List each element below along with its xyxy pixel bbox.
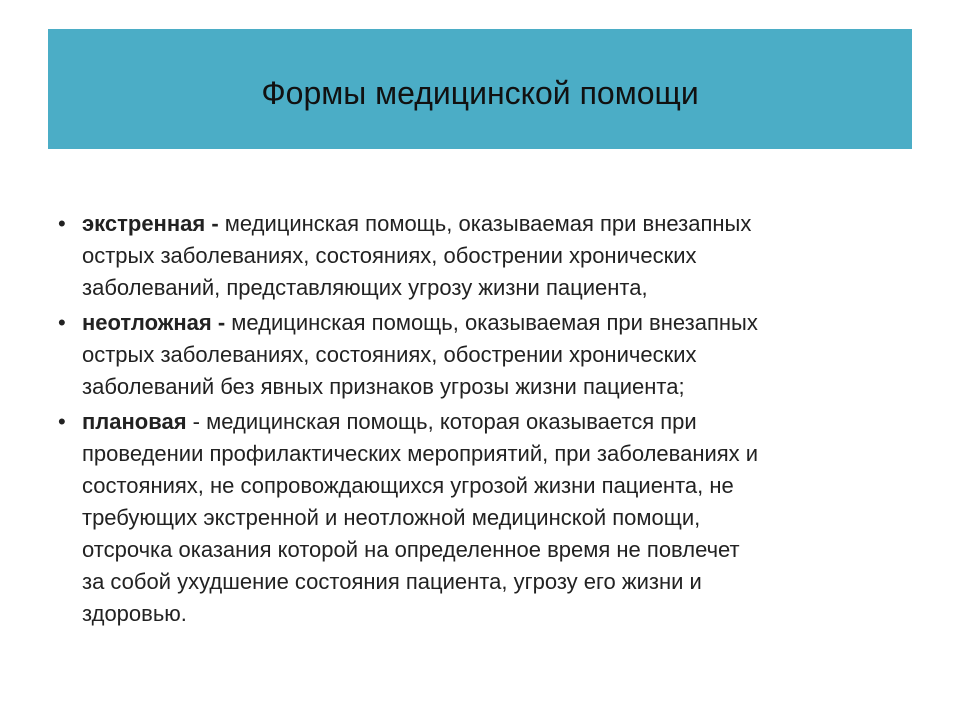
- bullet-icon: •: [58, 211, 66, 236]
- definition-line: острых заболеваниях, состояниях, обострении хронических: [82, 342, 697, 367]
- definition-line: за собой ухудшение состояния пациента, угрозу его жизни и: [82, 569, 702, 594]
- bullet-icon: •: [58, 409, 66, 434]
- definition-line: состояниях, не сопровождающихся угрозой жизни пациента, не: [82, 473, 734, 498]
- definition-line: медицинская помощь, оказываемая при внезапных: [224, 211, 752, 236]
- definition-line: отсрочка оказания которой на определенное время не повлечет: [82, 537, 740, 562]
- definition-line: медицинская помощь, оказываемая при внезапных: [231, 310, 758, 335]
- term-separator: -: [186, 409, 207, 434]
- term-separator: -: [205, 211, 225, 236]
- term-label: плановая: [82, 409, 187, 434]
- definition-line: заболеваний без явных признаков угрозы жизни пациента;: [82, 374, 685, 399]
- list-item-urgent: [58, 307, 908, 403]
- term-label: неотложная: [82, 310, 212, 335]
- bullet-icon: •: [58, 310, 66, 335]
- title-bar: [48, 29, 912, 149]
- definition-line: медицинская помощь, которая оказывается при: [206, 409, 697, 434]
- term-separator: -: [211, 310, 232, 335]
- definition-line: проведении профилактических мероприятий, при заболеваниях и: [82, 441, 759, 466]
- definition-line: заболеваний, представляющих угрозу жизни пациента,: [82, 275, 648, 300]
- bullet-list: [58, 208, 908, 633]
- definition-line: требующих экстренной и неотложной медицинской помощи,: [82, 505, 701, 530]
- list-item-emergency: [58, 208, 908, 304]
- list-item-planned: [58, 406, 908, 630]
- definition-line: острых заболеваниях, состояниях, обострении хронических: [82, 243, 697, 268]
- list-item-text: [82, 307, 758, 403]
- list-item-text: [82, 406, 758, 630]
- slide-title: Формы медицинской помощи: [261, 74, 699, 111]
- term-label: экстренная: [82, 211, 206, 236]
- definition-line: здоровью.: [82, 601, 187, 626]
- list-item-text: [82, 208, 751, 304]
